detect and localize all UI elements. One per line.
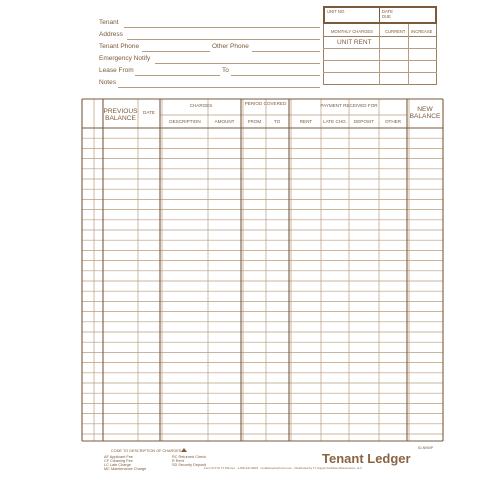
monthly-charges-label: MONTHLY CHARGES <box>331 29 373 34</box>
charges-header: CHARGES <box>189 103 213 108</box>
lease-to-label: To <box>222 67 229 74</box>
code-description-label: CODE TO DESCRIPTION OF CHARGES <box>111 449 182 453</box>
late-chg-header: LATE CHG. <box>323 119 347 124</box>
page-title: Tenant Ledger <box>322 451 411 466</box>
previous-balance-header: PREVIOUS BALANCE <box>103 108 138 122</box>
code-item: MC Maintenance Charge <box>104 467 147 471</box>
other-phone-label: Other Phone <box>212 43 249 50</box>
codes-left-list <box>104 455 146 471</box>
code-item: R Rent <box>172 459 184 463</box>
rent-header: RENT <box>299 119 313 124</box>
new-balance-header: NEW BALANCE <box>409 106 441 120</box>
notes-label: Notes <box>99 79 116 86</box>
amount-header: AMOUNT <box>214 119 235 124</box>
tenant-label: Tenant <box>99 19 119 26</box>
address-label: Address <box>99 31 123 38</box>
fine-print: Form 0177G TJ Planner · 1-800-241-9823 · rentalpropertyforms.com · Distributed by TJ Supply Facilities Maintenance, LLC <box>204 466 363 470</box>
from-header: FROM <box>247 119 262 124</box>
code-item: RC Returned Check <box>172 455 206 459</box>
current-label: CURRENT <box>385 29 406 34</box>
unit-no-label: UNIT NO. <box>327 9 346 14</box>
code-item: SD Security Deposit <box>172 463 206 467</box>
tenant-phone-label: Tenant Phone <box>99 43 140 50</box>
unit-rent-label: UNIT RENT <box>337 39 372 46</box>
other-header: OTHER <box>384 119 402 124</box>
code-item: LC Late Charge <box>104 463 131 467</box>
code-item: AF Applicant Fee <box>104 455 133 459</box>
deposit-header: DEPOSIT <box>353 119 375 124</box>
payment-received-header: PAYMENT RECEIVED FOR <box>320 103 378 108</box>
to-header: TO <box>273 119 281 124</box>
date-due-label: DATE DUE <box>382 9 393 19</box>
codes-right-list <box>172 455 206 467</box>
form-number: ID-NNNP <box>418 446 433 450</box>
period-covered-header: PERIOD COVERED <box>244 101 287 106</box>
increase-label: INCREASE <box>411 29 433 34</box>
description-header: DESCRIPTION <box>169 119 201 124</box>
lease-from-label: Lease From <box>99 67 134 74</box>
triangle-icon <box>181 448 187 452</box>
date-header: DATE <box>143 110 155 115</box>
emergency-notify-label: Emergency Notify <box>99 55 151 62</box>
code-item: CF Cleaning Fee <box>104 459 133 463</box>
